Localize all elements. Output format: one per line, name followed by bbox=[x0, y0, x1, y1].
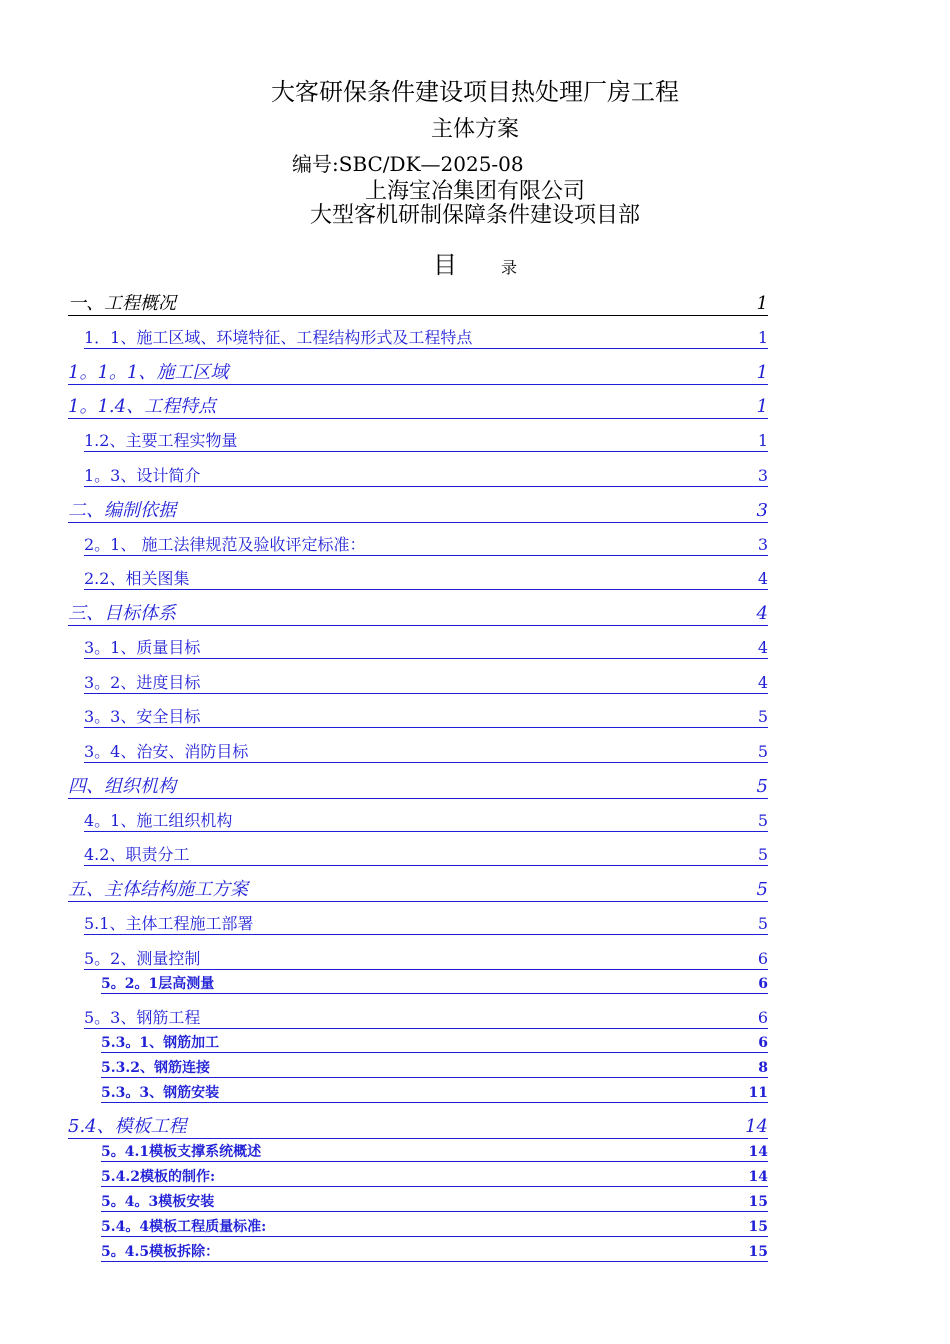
toc-entry-subsection[interactable]: 5.1、主体工程施工部署 5 bbox=[84, 914, 768, 933]
toc-entry-subsection[interactable]: 5。3、钢筋工程 6 bbox=[84, 1008, 768, 1027]
toc-entry-subsubsection[interactable]: 5.3。3、钢筋安装 11 bbox=[101, 1085, 768, 1101]
department-name: 大型客机研制保障条件建设项目部 bbox=[309, 203, 640, 228]
toc-entry-subsection[interactable]: 2.2、相关图集 4 bbox=[84, 569, 768, 588]
toc-entry-subsection[interactable]: 3。2、进度目标 4 bbox=[84, 673, 768, 692]
toc-heading bbox=[0, 245, 950, 280]
toc-heading-main: 目 bbox=[432, 251, 457, 279]
company-name: 上海宝冶集团有限公司 bbox=[364, 179, 585, 204]
toc-entry-subsection[interactable]: 5.4、模板工程 14 bbox=[68, 1116, 768, 1137]
toc-entry-section[interactable]: 二、编制依据 3 bbox=[68, 500, 768, 521]
toc-entry-subsection[interactable]: 4。1、施工组织机构 5 bbox=[84, 811, 768, 830]
toc-entry-subsubsection[interactable]: 5。4.1模板支撑系统概述 14 bbox=[101, 1144, 768, 1160]
toc-entry-subsection[interactable]: 1.2、主要工程实物量 1 bbox=[84, 431, 768, 450]
toc-entry-subsection[interactable]: 1。1.4、工程特点 1 bbox=[68, 396, 768, 417]
toc-entry-subsubsection[interactable]: 5.3.2、钢筋连接 8 bbox=[101, 1060, 768, 1076]
toc-entry-subsubsection[interactable]: 5.4。4模板工程质量标准: 15 bbox=[101, 1219, 768, 1235]
toc-entry-subsubsection[interactable]: 5.4.2模板的制作: 14 bbox=[101, 1169, 768, 1185]
toc-entry-subsubsection[interactable]: 5。4。3模板安装 15 bbox=[101, 1194, 768, 1210]
toc-entry-subsection[interactable]: 3。4、治安、消防目标 5 bbox=[84, 742, 768, 761]
document-subtitle: 主体方案 bbox=[430, 117, 519, 142]
toc-entry-subsection[interactable]: 5。2、测量控制 6 bbox=[84, 949, 768, 968]
toc-entry-section[interactable]: 一、工程概况 1 bbox=[68, 293, 768, 314]
toc-entry-subsection[interactable]: 4.2、职责分工 5 bbox=[84, 845, 768, 864]
toc-entry-subsection[interactable]: 3。3、安全目标 5 bbox=[84, 707, 768, 726]
toc-entry-section[interactable]: 三、目标体系 4 bbox=[68, 603, 768, 624]
document-title: 大客研保条件建设项目热处理厂房工程 bbox=[271, 78, 679, 106]
toc-entry-subsection[interactable]: 2。1、 施工法律规范及验收评定标准： 3 bbox=[84, 535, 768, 554]
toc-entry-section[interactable]: 五、主体结构施工方案 5 bbox=[68, 879, 768, 900]
toc-entry-subsection[interactable]: 3。1、质量目标 4 bbox=[84, 638, 768, 657]
toc-entry-subsubsection[interactable]: 5.3。1、钢筋加工 6 bbox=[101, 1035, 768, 1051]
toc-entry-subsubsection[interactable]: 5。4.5模板拆除： 15 bbox=[101, 1244, 768, 1260]
toc-entry-subsection[interactable]: 1。3、设计简介 3 bbox=[84, 466, 768, 485]
toc-entry-subsection[interactable]: 1．1、施工区域、环境特征、工程结构形式及工程特点 1 bbox=[84, 328, 768, 347]
document-code: 编号:SBC/DK—2025-08 bbox=[292, 152, 524, 176]
toc-entry-section[interactable]: 四、组织机构 5 bbox=[68, 776, 768, 797]
toc-entry-subsubsection[interactable]: 5。2。1层高测量 6 bbox=[101, 976, 768, 992]
toc-entry-subsection[interactable]: 1。1。1、施工区域 1 bbox=[68, 362, 768, 383]
toc-heading-secondary: 录 bbox=[500, 258, 517, 277]
